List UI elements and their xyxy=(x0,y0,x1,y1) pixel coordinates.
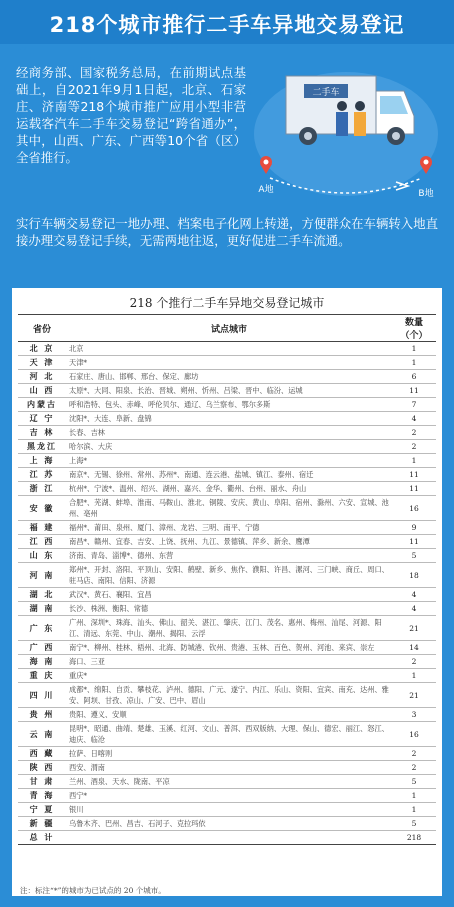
table-row xyxy=(18,356,436,370)
cities-cell: 天津* xyxy=(66,356,392,370)
province-cell: 上 海 xyxy=(18,454,66,468)
province-cell: 山 东 xyxy=(18,549,66,563)
table-row xyxy=(18,370,436,384)
table-row xyxy=(18,588,436,602)
cities-table xyxy=(18,314,436,845)
province-cell: 陕 西 xyxy=(18,761,66,775)
total-label: 总 计 xyxy=(18,831,66,845)
table-row xyxy=(18,454,436,468)
province-cell: 贵 州 xyxy=(18,708,66,722)
table-row xyxy=(18,669,436,683)
count-cell: 2 xyxy=(392,747,436,761)
cities-cell: 济南、青岛、淄博*、德州、东营 xyxy=(66,549,392,563)
province-cell: 安 徽 xyxy=(18,496,66,521)
province-cell: 新 疆 xyxy=(18,817,66,831)
table-row xyxy=(18,549,436,563)
cities-cell: 石家庄、唐山、邯郸、邢台、保定、廊坊 xyxy=(66,370,392,384)
count-cell: 4 xyxy=(392,412,436,426)
table-row xyxy=(18,440,436,454)
count-cell: 3 xyxy=(392,708,436,722)
cities-cell: 兰州、酒泉、天水、陇南、平凉 xyxy=(66,775,392,789)
province-cell: 广 东 xyxy=(18,616,66,641)
table-row xyxy=(18,803,436,817)
province-cell: 重 庆 xyxy=(18,669,66,683)
header-cities: 试点城市 xyxy=(66,315,392,342)
table-body xyxy=(18,342,436,845)
cities-cell: 合肥*、芜湖、蚌埠、淮南、马鞍山、淮北、铜陵、安庆、黄山、阜阳、宿州、滁州、六安、宣城、池州、亳州 xyxy=(66,496,392,521)
cities-cell: 西安、渭南 xyxy=(66,761,392,775)
table-row xyxy=(18,789,436,803)
count-cell: 4 xyxy=(392,602,436,616)
province-cell: 北 京 xyxy=(18,342,66,356)
count-cell: 16 xyxy=(392,722,436,747)
header-count: 数量（个） xyxy=(392,315,436,342)
cities-cell: 北京 xyxy=(66,342,392,356)
table-row xyxy=(18,426,436,440)
location-b-label: B地 xyxy=(418,189,434,199)
cities-cell: 呼和浩特、包头、赤峰、呼伦贝尔、通辽、乌兰察布、鄂尔多斯 xyxy=(66,398,392,412)
province-cell: 海 南 xyxy=(18,655,66,669)
table-row xyxy=(18,616,436,641)
table-row xyxy=(18,722,436,747)
count-cell: 11 xyxy=(392,468,436,482)
cities-cell: 拉萨、日喀则 xyxy=(66,747,392,761)
count-cell: 2 xyxy=(392,440,436,454)
location-pin-b-icon xyxy=(420,156,432,174)
count-cell: 5 xyxy=(392,817,436,831)
province-cell: 浙 江 xyxy=(18,482,66,496)
count-cell: 2 xyxy=(392,426,436,440)
table-row xyxy=(18,384,436,398)
table-row xyxy=(18,817,436,831)
header-province: 省份 xyxy=(18,315,66,342)
count-cell: 14 xyxy=(392,641,436,655)
province-cell: 青 海 xyxy=(18,789,66,803)
count-cell: 21 xyxy=(392,683,436,708)
count-cell: 1 xyxy=(392,803,436,817)
province-cell: 河 南 xyxy=(18,563,66,588)
cities-cell: 成都*、绵阳、自贡、攀枝花、泸州、德阳、广元、遂宁、内江、乐山、资阳、宜宾、南充、达州、雅安、阿坝、甘孜、凉山、广安、巴中、眉山 xyxy=(66,683,392,708)
cities-cell: 贵阳、遵义、安顺 xyxy=(66,708,392,722)
table-row xyxy=(18,683,436,708)
count-cell: 1 xyxy=(392,342,436,356)
cities-cell: 西宁* xyxy=(66,789,392,803)
cities-cell: 南京*、无锡、徐州、常州、苏州*、南通、连云港、盐城、镇江、泰州、宿迁 xyxy=(66,468,392,482)
province-cell: 内蒙古 xyxy=(18,398,66,412)
cities-cell: 福州*、莆田、泉州、厦门、漳州、龙岩、三明、南平、宁德 xyxy=(66,521,392,535)
intro-paragraph: 经商务部、国家税务总局，在前期试点基础上，自2021年9月1日起，北京、石家庄、济南等218个城市推广应用小型非营运载客汽车二手车交易登记“跨省通办”，其中，山西、广东、广西等10个省（区）全省推行。 xyxy=(16,65,246,165)
province-cell: 天 津 xyxy=(18,356,66,370)
count-cell: 16 xyxy=(392,496,436,521)
truck-transfer-illustration xyxy=(246,56,446,206)
table-row xyxy=(18,535,436,549)
count-cell: 1 xyxy=(392,454,436,468)
province-cell: 山 西 xyxy=(18,384,66,398)
count-cell: 2 xyxy=(392,655,436,669)
province-cell: 吉 林 xyxy=(18,426,66,440)
cities-cell: 乌鲁木齐、巴州、昌吉、石河子、克拉玛依 xyxy=(66,817,392,831)
province-cell: 黑龙江 xyxy=(18,440,66,454)
count-cell: 1 xyxy=(392,356,436,370)
table-row xyxy=(18,563,436,588)
table-row xyxy=(18,761,436,775)
detail-paragraph: 实行车辆交易登记一地办理、档案电子化网上转递，方便群众在车辆转入地直接办理交易登记手续，无需两地往返，更好促进二手车流通。 xyxy=(16,216,438,248)
page-title: 218个城市推行二手车异地交易登记 xyxy=(49,13,405,37)
province-cell: 河 北 xyxy=(18,370,66,384)
cities-table-card xyxy=(12,288,442,896)
province-cell: 云 南 xyxy=(18,722,66,747)
cities-cell: 哈尔滨、大庆 xyxy=(66,440,392,454)
table-row xyxy=(18,412,436,426)
count-cell: 1 xyxy=(392,789,436,803)
table-row xyxy=(18,342,436,356)
cities-cell: 太原*、大同、阳泉、长治、晋城、朔州、忻州、吕梁、晋中、临汾、运城 xyxy=(66,384,392,398)
cities-cell: 杭州*、宁波*、温州、绍兴、湖州、嘉兴、金华、衢州、台州、丽水、舟山 xyxy=(66,482,392,496)
table-title: 218 个推行二手车异地交易登记城市 xyxy=(129,296,325,310)
table-header-row xyxy=(18,315,436,342)
count-cell: 1 xyxy=(392,669,436,683)
count-cell: 9 xyxy=(392,521,436,535)
province-cell: 四 川 xyxy=(18,683,66,708)
cities-cell: 长春、吉林 xyxy=(66,426,392,440)
cities-cell: 武汉*、黄石、襄阳、宜昌 xyxy=(66,588,392,602)
count-cell: 5 xyxy=(392,549,436,563)
total-row xyxy=(18,831,436,845)
province-cell: 甘 肃 xyxy=(18,775,66,789)
province-cell: 福 建 xyxy=(18,521,66,535)
table-row xyxy=(18,655,436,669)
count-cell: 11 xyxy=(392,482,436,496)
province-cell: 江 西 xyxy=(18,535,66,549)
title-bar xyxy=(0,0,454,44)
province-cell: 江 苏 xyxy=(18,468,66,482)
cities-cell: 沈阳*、大连、阜新、盘锦 xyxy=(66,412,392,426)
province-cell: 湖 南 xyxy=(18,602,66,616)
table-row xyxy=(18,708,436,722)
table-row xyxy=(18,747,436,761)
cities-cell: 广州、深圳*、珠海、汕头、佛山、韶关、湛江、肇庆、江门、茂名、惠州、梅州、汕尾、河源、阳江、清远、东莞、中山、潮州、揭阳、云浮 xyxy=(66,616,392,641)
table-row xyxy=(18,496,436,521)
cities-cell: 银川 xyxy=(66,803,392,817)
count-cell: 2 xyxy=(392,761,436,775)
count-cell: 7 xyxy=(392,398,436,412)
total-empty-cell xyxy=(66,831,392,845)
province-cell: 湖 北 xyxy=(18,588,66,602)
count-cell: 11 xyxy=(392,384,436,398)
table-row xyxy=(18,775,436,789)
cities-cell: 昆明*、昭通、曲靖、楚雄、玉溪、红河、文山、普洱、西双版纳、大理、保山、德宏、丽江、怒江、迪庆、临沧 xyxy=(66,722,392,747)
table-row xyxy=(18,602,436,616)
cities-cell: 南宁*、柳州、桂林、梧州、北海、防城港、钦州、贵港、玉林、百色、贺州、河池、来宾、崇左 xyxy=(66,641,392,655)
location-pin-a-icon xyxy=(260,156,272,174)
location-a-label: A地 xyxy=(258,185,274,195)
table-row xyxy=(18,641,436,655)
count-cell: 11 xyxy=(392,535,436,549)
province-cell: 西 藏 xyxy=(18,747,66,761)
cities-cell: 郑州*、开封、洛阳、平顶山、安阳、鹤壁、新乡、焦作、濮阳、许昌、漯河、三门峡、商丘、周口、驻马店、南阳、信阳、济源 xyxy=(66,563,392,588)
table-row xyxy=(18,482,436,496)
count-cell: 4 xyxy=(392,588,436,602)
count-cell: 18 xyxy=(392,563,436,588)
table-row xyxy=(18,468,436,482)
table-footnote: 注：标注“*”的城市为已试点的 20 个城市。 xyxy=(20,886,166,895)
table-row xyxy=(18,521,436,535)
cities-cell: 南昌*、赣州、宜春、吉安、上饶、抚州、九江、景德镇、萍乡、新余、鹰潭 xyxy=(66,535,392,549)
province-cell: 广 西 xyxy=(18,641,66,655)
province-cell: 辽 宁 xyxy=(18,412,66,426)
cities-cell: 上海* xyxy=(66,454,392,468)
count-cell: 5 xyxy=(392,775,436,789)
cities-cell: 海口、三亚 xyxy=(66,655,392,669)
truck-label: 二手车 xyxy=(312,88,340,98)
count-cell: 6 xyxy=(392,370,436,384)
cities-cell: 重庆* xyxy=(66,669,392,683)
total-count: 218 xyxy=(392,831,436,845)
cities-cell: 长沙、株洲、衡阳、常德 xyxy=(66,602,392,616)
province-cell: 宁 夏 xyxy=(18,803,66,817)
table-row xyxy=(18,398,436,412)
count-cell: 21 xyxy=(392,616,436,641)
